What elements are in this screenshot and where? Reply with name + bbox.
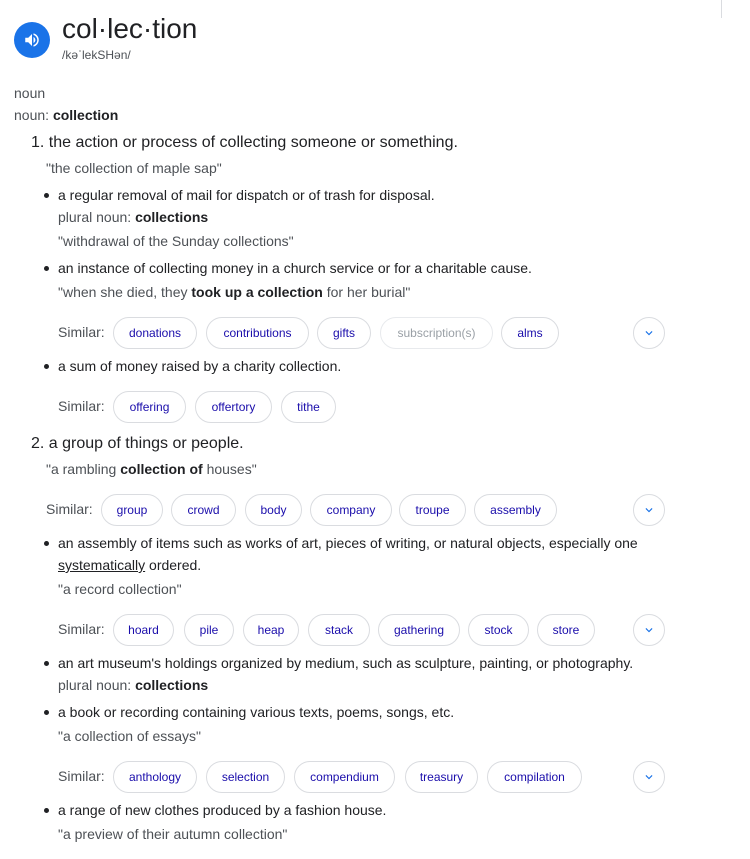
sense-2-sub-4-example: "a preview of their autumn collection" <box>58 826 288 842</box>
similar-chip-offertory[interactable]: offertory <box>195 391 272 423</box>
expand-similar-button[interactable] <box>633 761 665 793</box>
chevron-down-icon <box>642 623 656 637</box>
sense-1-sub-1-definition: a regular removal of mail for dispatch or of trash for disposal. <box>58 187 435 203</box>
phonetic: /kəˈlekSHən/ <box>62 48 131 62</box>
similar-chip-crowd[interactable]: crowd <box>171 494 236 526</box>
sense-definition: the action or process of collecting someone or something. <box>48 134 458 151</box>
similar-chip-gathering[interactable]: gathering <box>378 614 460 646</box>
bullet <box>44 364 49 369</box>
similar-chip-gifts[interactable]: gifts <box>317 317 371 349</box>
sense-2-sub-3-example: "a collection of essays" <box>58 728 202 744</box>
similar-chip-assembly[interactable]: assembly <box>474 494 557 526</box>
expand-similar-button[interactable] <box>633 494 665 526</box>
sense-number: 1. <box>31 134 45 151</box>
pos-label: noun <box>14 85 46 101</box>
sense-number: 2. <box>31 435 45 452</box>
sense-1-sub-2-example: "when she died, they took up a collection for her burial" <box>58 284 411 300</box>
sense-2-sub-2-definition: an art museum's holdings organized by medium, such as sculpture, painting, or photography. <box>58 655 634 671</box>
bullet <box>44 541 49 546</box>
similar-chip-stock[interactable]: stock <box>468 614 529 646</box>
sense-definition: a group of things or people. <box>48 435 244 452</box>
sense-2-example: "a rambling collection of houses" <box>46 461 257 477</box>
similar-chip-pile[interactable]: pile <box>184 614 234 646</box>
sense-1-sub-1-plural: plural noun: collections <box>58 209 209 225</box>
similar-chip-compendium[interactable]: compendium <box>294 761 395 793</box>
similar-label: Similar: <box>58 621 105 637</box>
similar-label: Similar: <box>46 501 93 517</box>
bullet <box>44 193 49 198</box>
expand-similar-button[interactable] <box>633 317 665 349</box>
similar-chip-store[interactable]: store <box>537 614 595 646</box>
similar-chip-anthology[interactable]: anthology <box>113 761 197 793</box>
noun-line: noun: collection <box>14 107 119 123</box>
sense-2-title <box>31 435 244 453</box>
speaker-icon <box>23 31 41 49</box>
similar-chip-alms[interactable]: alms <box>501 317 559 349</box>
related-word-link[interactable]: systematically <box>58 557 146 573</box>
sense-1-sub-3-definition: a sum of money raised by a charity collection. <box>58 358 342 374</box>
chevron-down-icon <box>642 326 656 340</box>
part-of-speech <box>14 82 118 126</box>
sense-2-sub-4-definition: a range of new clothes produced by a fashion house. <box>58 802 387 818</box>
similar-chip-tithe[interactable]: tithe <box>281 391 336 423</box>
similar-label: Similar: <box>58 768 105 784</box>
similar-label: Similar: <box>58 398 105 414</box>
similar-chip-selection[interactable]: selection <box>206 761 285 793</box>
similar-chip-body[interactable]: body <box>245 494 302 526</box>
similar-chip-troupe[interactable]: troupe <box>399 494 466 526</box>
sense-1-sub-2-definition: an instance of collecting money in a church service or for a charitable cause. <box>58 260 532 276</box>
bullet <box>44 808 49 813</box>
sense-2-sub-1-definition: an assembly of items such as works of art, pieces of writing, or natural objects, especially one <box>58 535 638 551</box>
bullet <box>44 266 49 271</box>
similar-chip-heap[interactable]: heap <box>243 614 299 646</box>
bullet <box>44 710 49 715</box>
sense-2-sub-2-plural: plural noun: collections <box>58 677 209 693</box>
similar-label: Similar: <box>58 324 105 340</box>
pronunciation-button[interactable] <box>14 22 50 58</box>
similar-chip-company[interactable]: company <box>310 494 392 526</box>
similar-chip-donations[interactable]: donations <box>113 317 197 349</box>
sense-2-sub-3-definition: a book or recording containing various texts, poems, songs, etc. <box>58 704 455 720</box>
noun-word: collection <box>52 107 119 123</box>
similar-chip-contributions[interactable]: contributions <box>206 317 309 349</box>
similar-chip-offering[interactable]: offering <box>113 391 186 423</box>
similar-chip-hoard[interactable]: hoard <box>113 614 174 646</box>
chevron-down-icon <box>642 503 656 517</box>
headword: col·lec·tion <box>62 13 198 44</box>
similar-chip-stack[interactable]: stack <box>308 614 370 646</box>
similar-chip-treasury[interactable]: treasury <box>405 761 478 793</box>
sense-1-sub-1-example: "withdrawal of the Sunday collections" <box>58 233 294 249</box>
expand-similar-button[interactable] <box>633 614 665 646</box>
chevron-down-icon <box>642 770 656 784</box>
divider <box>721 0 722 18</box>
sense-1-title <box>31 134 458 152</box>
similar-chip-subscriptions: subscription(s) <box>380 317 493 349</box>
similar-chip-group[interactable]: group <box>101 494 163 526</box>
sense-1-example: "the collection of maple sap" <box>46 160 222 176</box>
bullet <box>44 661 49 666</box>
sense-2-sub-1-definition-cont: systematically ordered. <box>58 557 202 573</box>
similar-chip-compilation[interactable]: compilation <box>487 761 582 793</box>
sense-2-sub-1-example: "a record collection" <box>58 581 182 597</box>
